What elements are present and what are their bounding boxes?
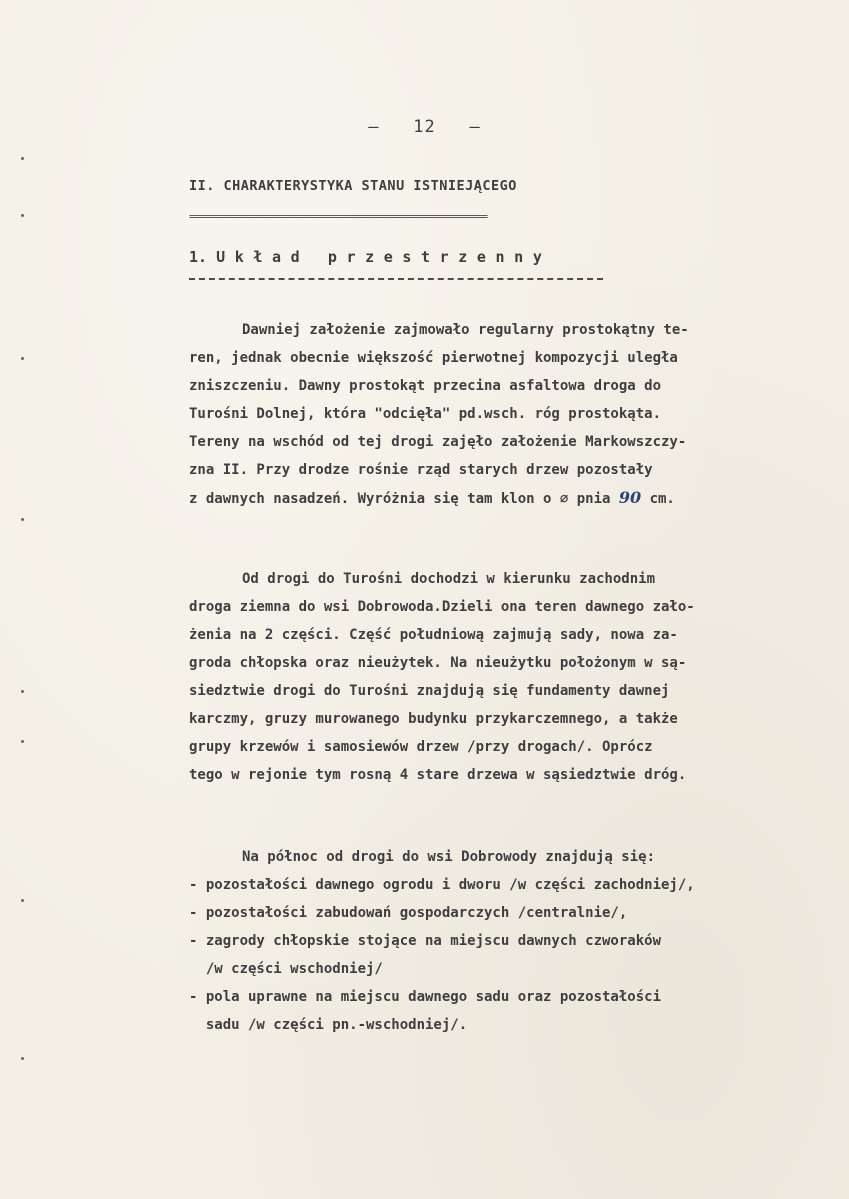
page-number-value: 12 — [413, 117, 436, 137]
list-item: - zagrody chłopskie stojące na miejscu dawnych czworaków — [189, 933, 662, 949]
text-line: tego w rejonie tym rosną 4 stare drzewa w sąsiedztwie dróg. — [189, 767, 687, 783]
list-item: - pola uprawne na miejscu dawnego sadu oraz pozostałości — [189, 989, 662, 1005]
binding-hole-mark — [21, 740, 24, 743]
double-underline: ========================================================= — [189, 210, 487, 223]
text-line: żenia na 2 części. Część południową zajmują sady, nowa za- — [189, 627, 678, 643]
page-number — [0, 117, 849, 137]
text-line: zniszczeniu. Dawny prostokąt przecina asfaltowa droga do — [189, 378, 662, 394]
subsection-title: Układ przestrzenny — [216, 248, 552, 266]
text-line: grupy krzewów i samosiewów drzew /przy drogach/. Oprócz — [189, 739, 653, 755]
text-line-content: z dawnych nasadzeń. Wyróżnia się tam klon o ∅ pnia — [189, 491, 611, 507]
text-line: Turośni Dolnej, która "odcięła" pd.wsch. róg prostokąta. — [189, 406, 662, 422]
binding-hole-mark — [21, 157, 24, 160]
page-number-dash-right: – — [435, 117, 481, 137]
paragraph-3-list — [189, 843, 809, 1039]
text-line: siedztwie drogi do Turośni znajdują się fundamenty dawnej — [189, 683, 670, 699]
text-line: groda chłopska oraz nieużytek. Na nieużytku położonym w są- — [189, 655, 687, 671]
subsection-underline — [189, 278, 603, 280]
paragraph-1 — [189, 316, 809, 512]
text-line: karczmy, gruzy murowanego budynku przykarczemnego, a także — [189, 711, 678, 727]
binding-hole-mark — [21, 1057, 24, 1060]
text-line: zna II. Przy drodze rośnie rząd starych drzew pozostały — [189, 462, 653, 478]
binding-hole-mark — [21, 690, 24, 693]
page-number-dash-left: – — [368, 117, 414, 137]
text-line: Tereny na wschód od tej drogi zajęło założenie Markowszczy- — [189, 434, 687, 450]
paragraph-2 — [189, 565, 809, 789]
binding-hole-mark — [21, 357, 24, 360]
binding-hole-mark — [21, 518, 24, 521]
section-heading: II. CHARAKTERYSTYKA STANU ISTNIEJĄCEGO — [189, 178, 517, 194]
list-item-continuation: sadu /w części pn.-wschodniej/. — [189, 1017, 468, 1033]
list-intro: Na północ od drogi do wsi Dobrowody znajdują się: — [242, 849, 656, 865]
handwritten-number: 90 — [618, 488, 642, 507]
text-line-last — [189, 484, 809, 512]
binding-hole-mark — [21, 214, 24, 217]
text-line: Od drogi do Turośni dochodzi w kierunku zachodnim — [242, 571, 656, 587]
text-line: ren, jednak obecnie większość pierwotnej kompozycji uległa — [189, 350, 678, 366]
list-item: - pozostałości zabudowań gospodarczych /centralnie/, — [189, 905, 628, 921]
subsection-heading — [189, 248, 551, 266]
text-line: droga ziemna do wsi Dobrowoda.Dzieli ona teren dawnego zało- — [189, 599, 695, 615]
binding-hole-mark — [21, 899, 24, 902]
text-line: Dawniej założenie zajmowało regularny prostokątny te- — [242, 322, 689, 338]
list-item: - pozostałości dawnego ogrodu i dworu /w części zachodniej/, — [189, 877, 695, 893]
subsection-number: 1. — [189, 248, 208, 266]
list-item-continuation: /w części wschodniej/ — [189, 961, 383, 977]
unit-text: cm. — [649, 491, 675, 507]
